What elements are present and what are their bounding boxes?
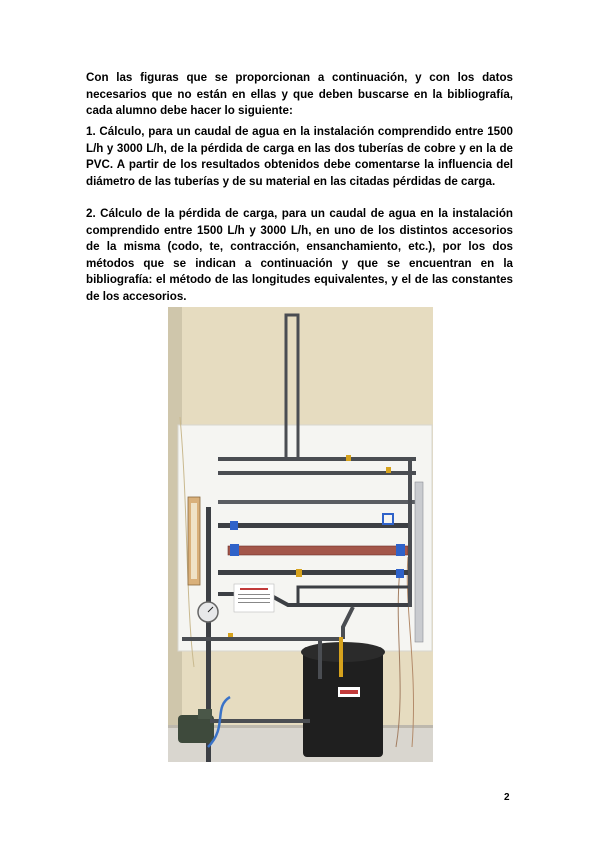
page-number: 2: [504, 792, 510, 803]
intro-paragraph: Con las figuras que se proporcionan a continuación, y con los datos necesarios que no están en ellas y que deben buscarse en la bibliografía, cada alumno debe hacer lo siguiente:: [86, 71, 513, 117]
task-2-paragraph: 2. Cálculo de la pérdida de carga, para un caudal de agua en la instalación comprendido entre 1500 L/h y 3000 L/h, en uno de los distintos accesorios de la misma (codo, te, contracción, ensanchamiento, etc.), por los dos métodos que se indican a continuación y que se encuentran en la bibliografía: el método de las longitudes equivalentes, y el de las constantes de los accesorios.: [86, 207, 513, 303]
pipe-installation-photo: [168, 307, 433, 762]
task-1-paragraph: 1. Cálculo, para un caudal de agua en la instalación comprendido entre 1500 L/h y 3000 L/h, de la pérdida de carga en las dos tuberías de cobre y en la de PVC. A partir de los resultados obtenidos debe comentarse la influencia del diámetro de las tuberías y de su material en las citadas pérdidas de carga.: [86, 125, 513, 188]
